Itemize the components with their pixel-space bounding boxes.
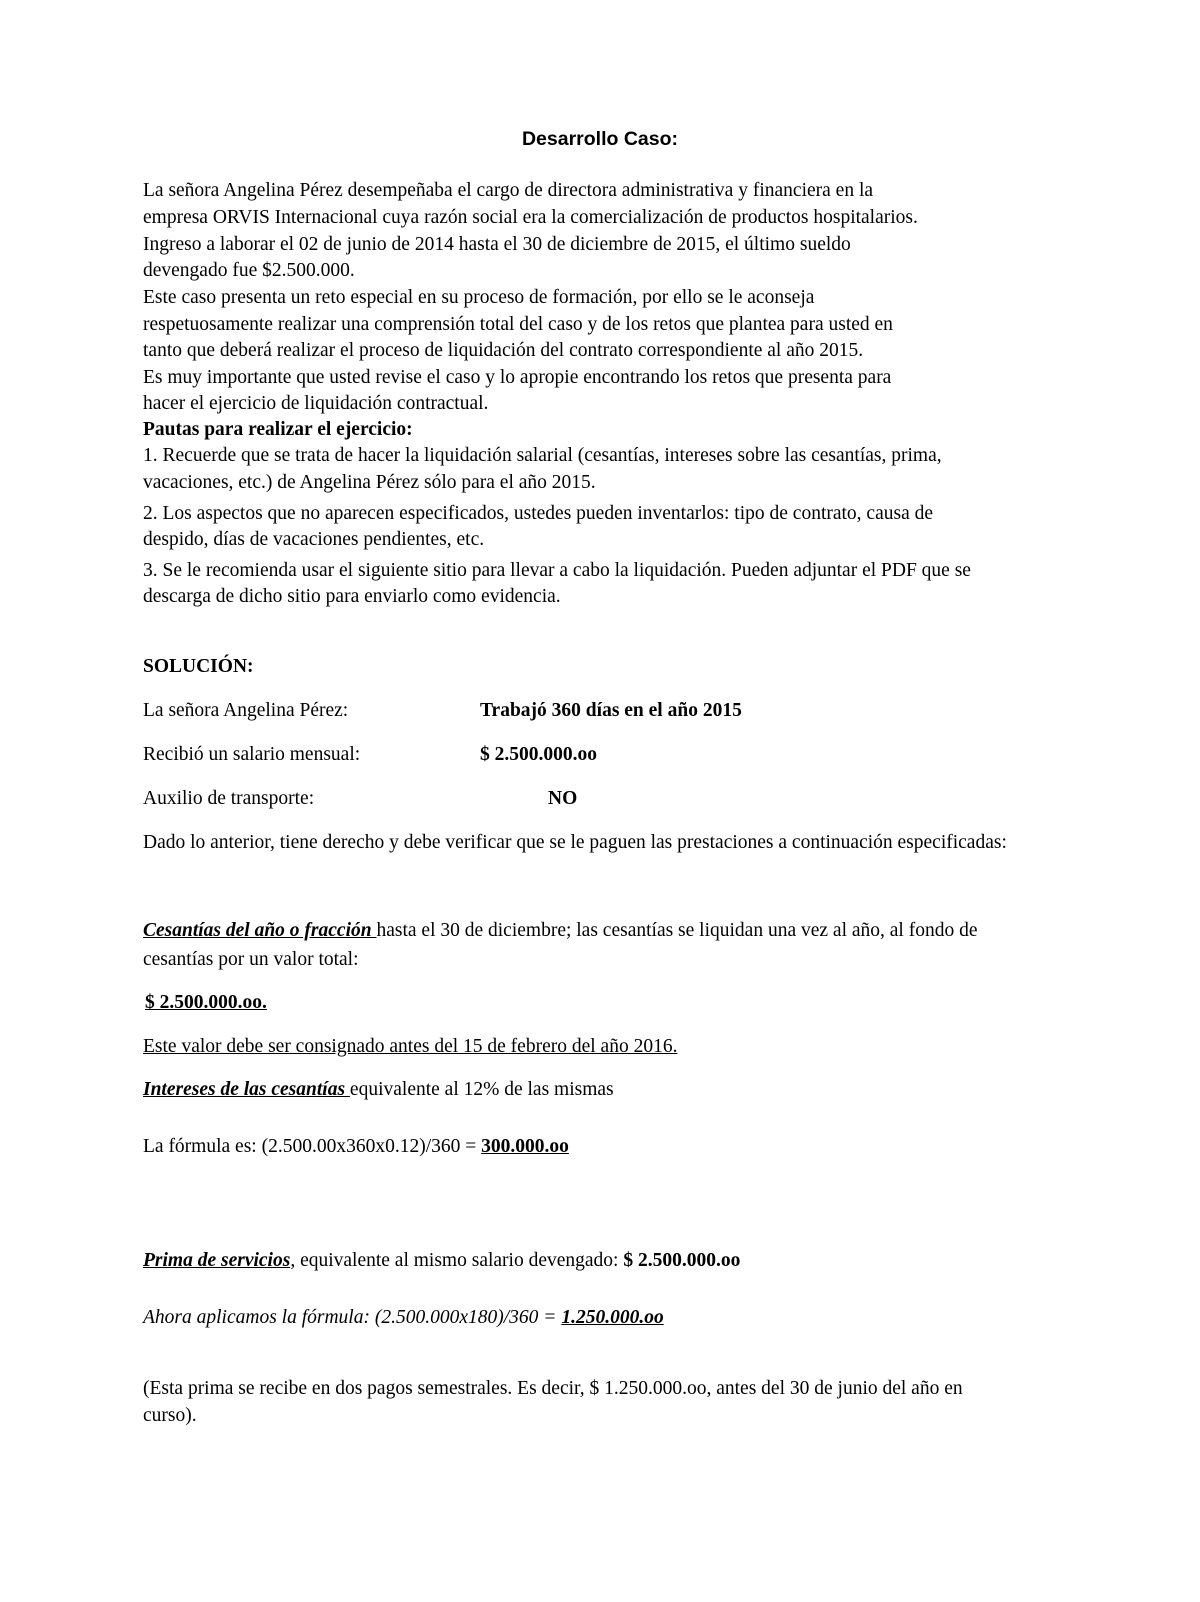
intro-line: hacer el ejercicio de liquidación contractual. (143, 393, 489, 414)
pautas-line: vacaciones, etc.) de Angelina Pérez sólo para el año 2015. (143, 472, 596, 493)
fact-label: Auxilio de transporte: (143, 788, 315, 809)
cesantias-text: hasta el 30 de diciembre; las cesantías se liquidan una vez al año, al fondo de (376, 920, 978, 941)
pautas-line: descarga de dicho sitio para enviarlo como evidencia. (143, 586, 561, 607)
intereses-heading: Intereses de las cesantías (143, 1079, 350, 1100)
cesantias-heading: Cesantías del año o fracción (143, 920, 377, 941)
prima-heading: Prima de servicios (143, 1250, 291, 1271)
pautas-line: despido, días de vacaciones pendientes, etc. (143, 529, 485, 550)
dado-paragraph: Dado lo anterior, tiene derecho y debe verificar que se le paguen las prestaciones a continuación especificadas: (143, 832, 1007, 853)
intro-line: Este caso presenta un reto especial en su proceso de formación, por ello se le aconseja (143, 287, 815, 308)
pautas-line: 2. Los aspectos que no aparecen especificados, ustedes pueden inventarlos: tipo de contrato, causa de (143, 503, 934, 524)
intro-line: La señora Angelina Pérez desempeñaba el cargo de directora administrativa y financiera en la (143, 180, 874, 201)
prima-text: , equivalente al mismo salario devengado: (290, 1250, 624, 1271)
fact-label: Recibió un salario mensual: (143, 744, 361, 765)
pautas-line: 3. Se le recomienda usar el siguiente sitio para llevar a cabo la liquidación. Pueden adjuntar el PDF que se (143, 560, 971, 581)
fact-value: NO (548, 788, 578, 809)
intro-line: Ingreso a laborar el 02 de junio de 2014 hasta el 30 de diciembre de 2015, el último sueldo (143, 234, 851, 255)
prima-note-line: curso). (143, 1405, 197, 1426)
intro-line: respetuosamente realizar una comprensión total del caso y de los retos que plantea para usted en (143, 314, 893, 335)
intro-line: tanto que deberá realizar el proceso de liquidación del contrato correspondiente al año 2015. (143, 340, 864, 361)
intereses-formula (143, 1135, 569, 1159)
intereses-formula-result: 300.000.oo (481, 1136, 569, 1157)
prima-line (143, 1249, 740, 1273)
intereses-line (143, 1078, 614, 1102)
fact-label: La señora Angelina Pérez: (143, 700, 349, 721)
prima-amount: $ 2.500.000.oo (623, 1250, 741, 1271)
prima-formula (143, 1306, 664, 1330)
intro-line: empresa ORVIS Internacional cuya razón social era la comercialización de productos hospitalarios. (143, 207, 918, 228)
cesantias-amount: $ 2.500.000.oo. (145, 992, 267, 1013)
document-title: Desarrollo Caso: (521, 128, 679, 150)
fact-value: $ 2.500.000.oo (480, 744, 597, 765)
cesantias-line-2: cesantías por un valor total: (143, 949, 359, 970)
prima-formula-text: Ahora aplicamos la fórmula: (2.500.000x180)/360 = (143, 1307, 562, 1328)
cesantias-note: Este valor debe ser consignado antes del 15 de febrero del año 2016. (143, 1036, 678, 1057)
intro-line: devengado fue $2.500.000. (143, 260, 355, 281)
fact-value: Trabajó 360 días en el año 2015 (480, 700, 742, 721)
solucion-heading: SOLUCIÓN: (143, 656, 254, 677)
pautas-line: 1. Recuerde que se trata de hacer la liquidación salarial (cesantías, intereses sobre las cesantías, prima, (143, 445, 942, 466)
intereses-formula-text: La fórmula es: (2.500.00x360x0.12)/360 = (143, 1136, 482, 1157)
cesantias-line (143, 919, 978, 943)
intro-line: Es muy importante que usted revise el caso y lo apropie encontrando los retos que presenta para (143, 367, 892, 388)
prima-formula-result: 1.250.000.oo (561, 1307, 664, 1328)
intereses-text: equivalente al 12% de las mismas (349, 1079, 614, 1100)
pautas-heading: Pautas para realizar el ejercicio: (143, 419, 413, 440)
prima-note-line: (Esta prima se recibe en dos pagos semestrales. Es decir, $ 1.250.000.oo, antes del 30 de junio del año en (143, 1378, 963, 1399)
